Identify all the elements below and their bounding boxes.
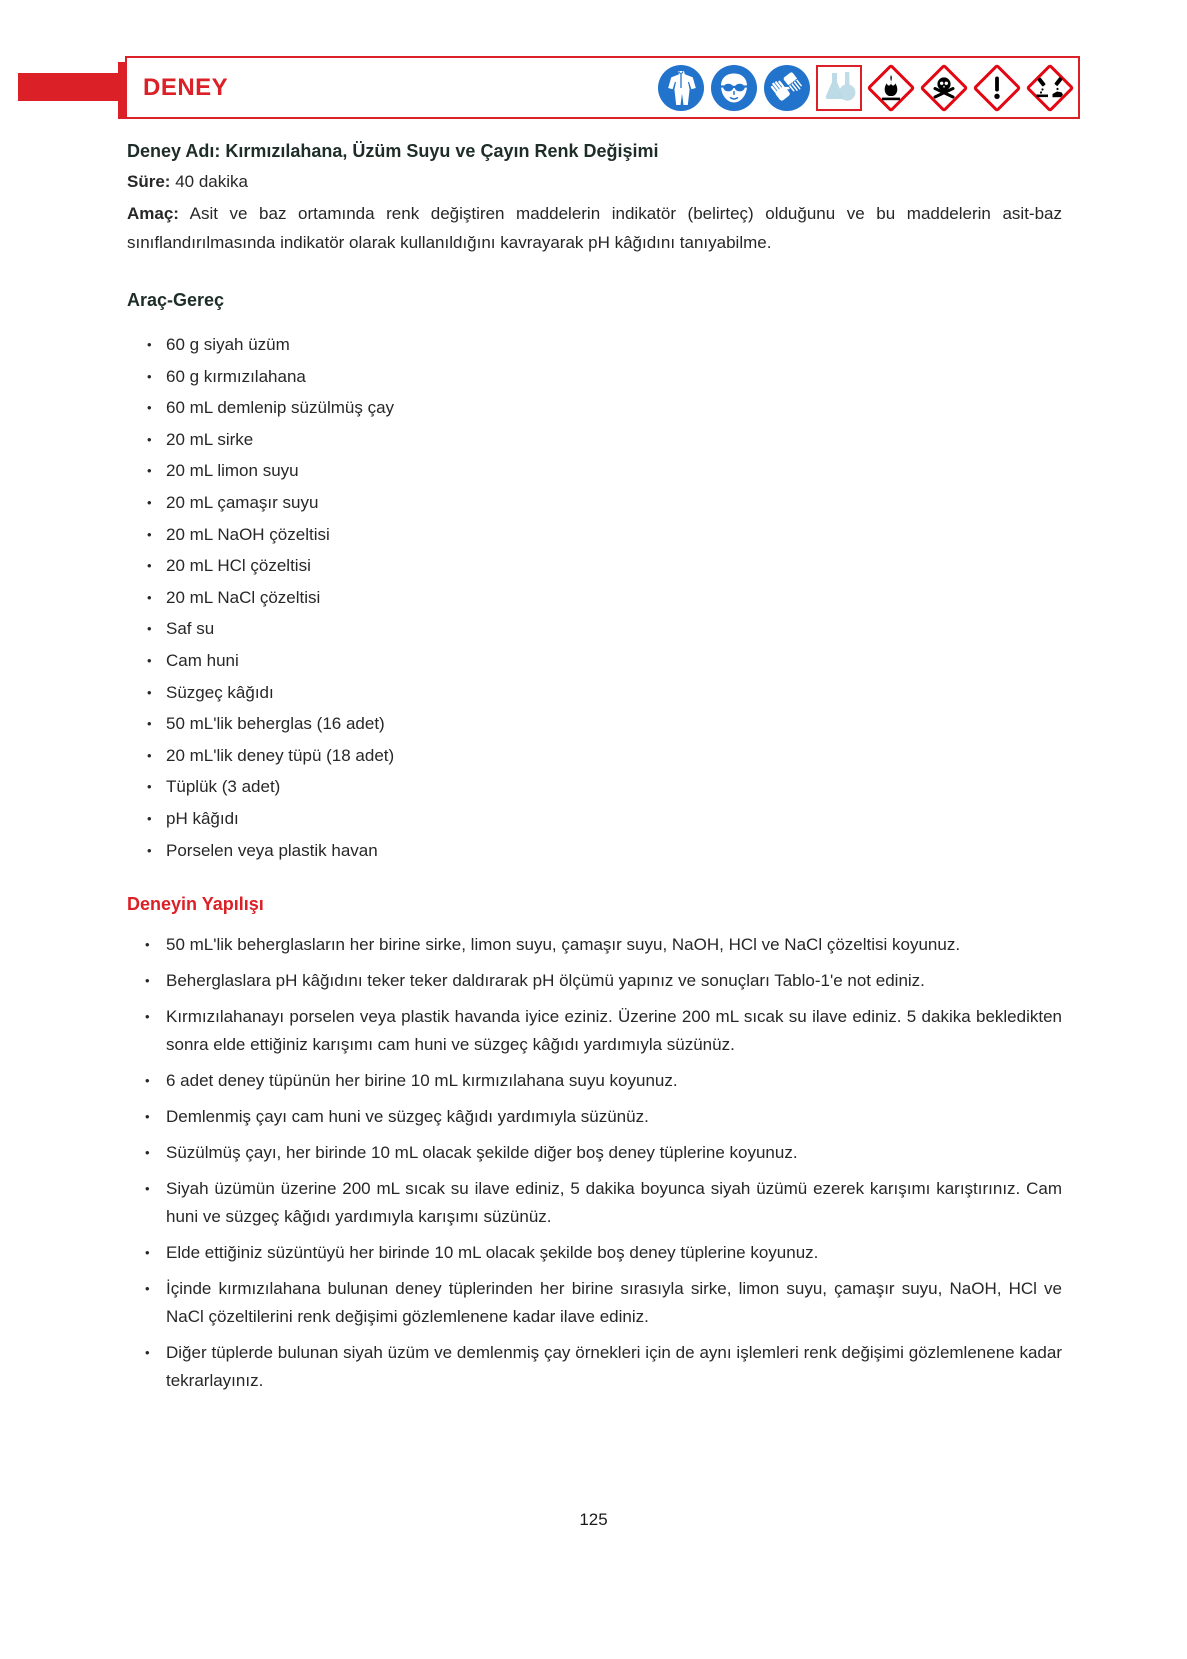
material-item: • Porselen veya plastik havan (127, 835, 1062, 867)
flasks-glyph (818, 67, 860, 109)
duration-value: 40 dakika (175, 172, 248, 191)
procedure-step: • Siyah üzümün üzerine 200 mL sıcak su ilave ediniz, 5 dakika boyunca siyah üzümü ezerek karışımı karıştırınız. Cam huni ve süzgeç kâğıdı yardımıyla karışımı süzünüz. (127, 1175, 1062, 1231)
procedure-step: • Elde ettiğiniz süzüntüyü her birinde 10 mL olacak şekilde boş deney tüplerine koyunuz. (127, 1239, 1062, 1267)
header-red-tab (18, 73, 122, 101)
wear-eye-protection-icon (710, 64, 758, 112)
material-item: • 20 mL NaCl çözeltisi (127, 582, 1062, 614)
material-item: • 20 mL sirke (127, 424, 1062, 456)
purpose-paragraph (127, 200, 1062, 257)
wear-protective-clothing-icon (657, 64, 705, 112)
procedure-step: • Beherglaslara pH kâğıdını teker teker daldırarak pH ölçümü yapınız ve sonuçları Tablo-1'e not ediniz. (127, 967, 1062, 995)
material-item: • 50 mL'lik beherglas (16 adet) (127, 708, 1062, 740)
material-item: • Süzgeç kâğıdı (127, 677, 1062, 709)
wear-protective-gloves-icon (763, 64, 811, 112)
experiment-name-label: Deney Adı: (127, 141, 221, 161)
procedure-step: • 6 adet deney tüpünün her birine 10 mL kırmızılahana suyu koyunuz. (127, 1067, 1062, 1095)
procedure-step: • Kırmızılahanayı porselen veya plastik havanda iyice eziniz. Üzerine 200 mL sıcak su ilave ediniz. 5 dakika bekledikten sonra elde ettiğiniz karışımı cam huni ve süzgeç kâğıdı yardımıyla süzünüz. (127, 1003, 1062, 1059)
ghs-exclamation-icon (973, 64, 1021, 112)
purpose-label: Amaç: (127, 204, 179, 223)
material-item: • pH kâğıdı (127, 803, 1062, 835)
material-item: • 20 mL'lik deney tüpü (18 adet) (127, 740, 1062, 772)
material-item: • Tüplük (3 adet) (127, 771, 1062, 803)
material-item: • 60 g siyah üzüm (127, 329, 1062, 361)
procedure-step: • İçinde kırmızılahana bulunan deney tüplerinden her birine sırasıyla sirke, limon suyu, çamaşır suyu, NaOH, HCl ve NaCl çözeltilerini renk değişimi gözlemlenene kadar ilave ediniz. (127, 1275, 1062, 1331)
material-item: • 60 mL demlenip süzülmüş çay (127, 392, 1062, 424)
experiment-name: Kırmızılahana, Üzüm Suyu ve Çayın Renk Değişimi (225, 141, 659, 161)
material-item: • 20 mL limon suyu (127, 455, 1062, 487)
material-item: • Cam huni (127, 645, 1062, 677)
ghs-corrosive-icon (1026, 64, 1074, 112)
materials-list (127, 329, 1062, 866)
duration-line (127, 172, 1062, 192)
page-title: DENEY (143, 73, 229, 101)
ghs-toxic-icon (920, 64, 968, 112)
safety-icons-row (657, 64, 1074, 112)
material-item: • 20 mL NaOH çözeltisi (127, 519, 1062, 551)
laboratory-glassware-icon (816, 65, 862, 111)
ghs-flammable-icon (867, 64, 915, 112)
procedure-list (127, 931, 1062, 1403)
purpose-text: Asit ve baz ortamında renk değiştiren maddelerin indikatör (belirteç) olduğunu ve bu maddelerin asit-baz sınıflandırılmasında indikatör olarak kullanıldığını kavrayarak pH kâğıdını tanıyabilme. (127, 204, 1062, 252)
material-item: • 20 mL HCl çözeltisi (127, 550, 1062, 582)
procedure-heading: Deneyin Yapılışı (127, 894, 264, 914)
header-box (125, 56, 1080, 119)
duration-label: Süre: (127, 172, 171, 191)
material-item: • 60 g kırmızılahana (127, 361, 1062, 393)
material-item: • 20 mL çamaşır suyu (127, 487, 1062, 519)
procedure-step: • Diğer tüplerde bulunan siyah üzüm ve demlenmiş çay örnekleri için de aynı işlemleri renk değişimi gözlemlenene kadar tekrarlayınız. (127, 1339, 1062, 1395)
material-item: • Saf su (127, 613, 1062, 645)
page-number: 125 (579, 1510, 608, 1529)
procedure-step: • Süzülmüş çayı, her birinde 10 mL olacak şekilde diğer boş deney tüplerine koyunuz. (127, 1139, 1062, 1167)
procedure-step: • Demlenmiş çayı cam huni ve süzgeç kâğıdı yardımıyla süzünüz. (127, 1103, 1062, 1131)
procedure-step: • 50 mL'lik beherglasların her birine sirke, limon suyu, çamaşır suyu, NaOH, HCl ve NaCl çözeltisi koyunuz. (127, 931, 1062, 959)
materials-heading: Araç-Gereç (127, 290, 225, 310)
experiment-title (127, 141, 1062, 162)
